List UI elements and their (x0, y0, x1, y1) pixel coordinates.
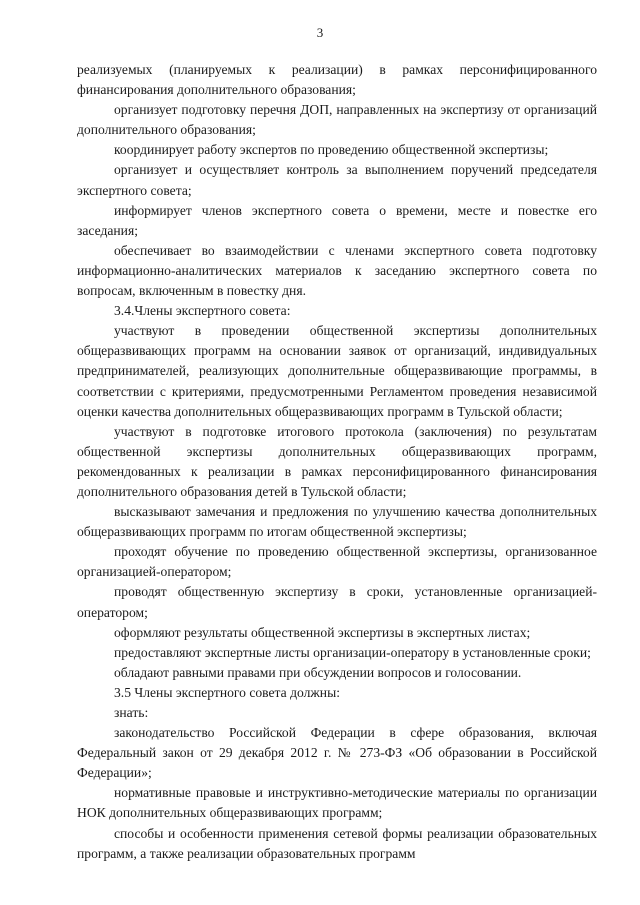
paragraph-8: участвуют в проведении общественной экспертизы дополнительных общеразвивающих программ на основании заявок от организаций, индивидуальных предпринимателей, реализующих дополнительные общеразвивающие программы, в соответствии с критериями, предусмотренными Регламентом проведения независимой оценки качества дополнительных общеразвивающих программ в Тульской области; (77, 323, 597, 419)
page-number: 3 (316, 25, 324, 40)
paragraph-11: проходят обучение по проведению общественной экспертизы, организованное организацией-оператором; (77, 544, 597, 580)
paragraph-3: координирует работу экспертов по проведению общественной экспертизы; (114, 142, 549, 158)
paragraph-13: оформляют результаты общественной экспертизы в экспертных листах; (114, 624, 531, 640)
paragraph-15: обладают равными правами при обсуждении вопросов и голосовании. (114, 664, 522, 680)
paragraph-10: высказывают замечания и предложения по улучшению качества дополнительных общеразвивающих программ по итогам общественной экспертизы; (77, 504, 597, 540)
paragraph-19: нормативные правовые и инструктивно-методические материалы по организации НОК дополнительных общеразвивающих программ; (77, 785, 597, 821)
paragraph-4: организует и осуществляет контроль за выполнением поручений председателя экспертного совета; (77, 162, 597, 198)
paragraph-18: законодательство Российской Федерации в сфере образования, включая Федеральный закон от 29 декабря 2012 г. № 273-ФЗ «Об образовании в Российской Федерации»; (77, 725, 597, 781)
paragraph-17: знать: (114, 705, 149, 720)
paragraph-14: предоставляют экспертные листы организации-оператору в установленные сроки; (114, 644, 591, 660)
paragraph-20: способы и особенности применения сетевой формы реализации образовательных программ, а также реализации образовательных программ (77, 825, 597, 861)
paragraph-5: информирует членов экспертного совета о времени, месте и повестке его заседания; (77, 202, 597, 238)
paragraph-6: обеспечивает во взаимодействии с членами экспертного совета подготовку информационно-аналитических материалов к заседанию экспертного совета по вопросам, включенным в повестку дня. (77, 242, 597, 299)
paragraph-2: организует подготовку перечня ДОП, направленных на экспертизу от организаций дополнительного образования; (77, 102, 597, 138)
paragraph-12: проводят общественную экспертизу в сроки, установленные организацией-оператором; (77, 584, 597, 620)
document-body (77, 60, 597, 864)
section-heading-3-4: 3.4.Члены экспертного совета: (114, 303, 291, 319)
paragraph-1: реализуемых (планируемых к реализации) в рамках персонифицированного финансирования дополнительного образования; (77, 62, 597, 98)
section-heading-3-5: 3.5 Члены экспертного совета должны: (114, 684, 340, 700)
paragraph-9: участвуют в подготовке итогового протокола (заключения) по результатам общественной экспертизы дополнительных общеразвивающих программ, рекомендованных к реализации в рамках персонифицированного финансирования дополнительного образования детей в Тульской области; (77, 423, 597, 499)
